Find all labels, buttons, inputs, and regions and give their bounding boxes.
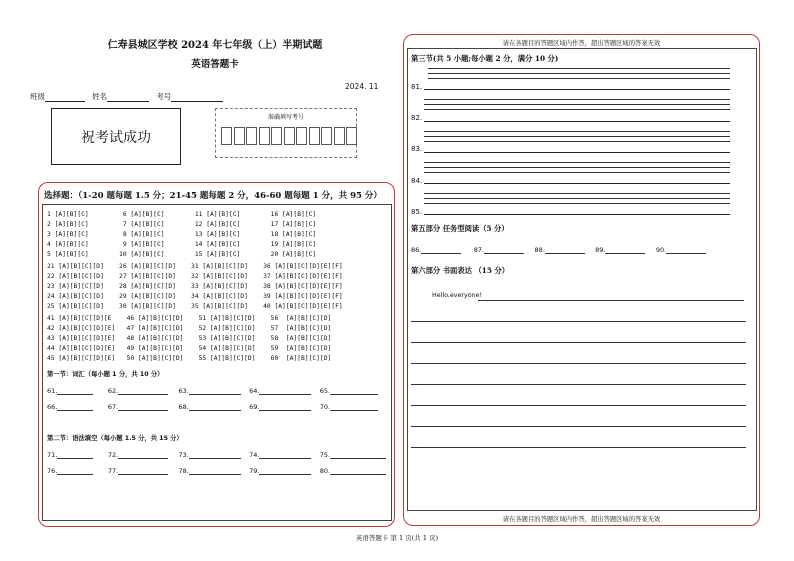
- answer-blank-86[interactable]: [421, 245, 461, 254]
- good-luck-box: [51, 108, 181, 165]
- essay-line-7[interactable]: [411, 426, 746, 427]
- mc-section-heading: 选择题：（1-20 题每题 1.5 分；21-45 题每题 2 分，46-60 题每题 1 分，共 95 分）: [44, 191, 382, 201]
- vocab-row-1: 61. 62. 63. 64. 65.: [47, 386, 378, 395]
- vocab-heading: 第一节：词汇（每小题 1 分，共 10 分）: [47, 371, 164, 378]
- exam-date: 2024. 11: [345, 82, 379, 91]
- exam-number-cells[interactable]: [221, 127, 359, 145]
- answer-line-82[interactable]: [424, 121, 730, 122]
- answer-blank-80[interactable]: [330, 466, 386, 475]
- answer-blank-63[interactable]: [189, 386, 241, 395]
- answer-blank-78[interactable]: [189, 466, 241, 475]
- answer-line-84[interactable]: [424, 183, 730, 184]
- grammar-heading: 第二节：语法填空（每小题 1.5 分，共 15 分）: [47, 435, 183, 442]
- answer-blank-65[interactable]: [330, 386, 378, 395]
- question-84-number: 84.: [411, 177, 423, 185]
- answer-blank-66[interactable]: [57, 402, 93, 411]
- answer-blank-74[interactable]: [259, 450, 311, 459]
- answer-blank-62[interactable]: [118, 386, 168, 395]
- grammar-row-2: 76. 77. 78. 79. 80.: [47, 466, 386, 475]
- answer-blank-90[interactable]: [666, 245, 706, 254]
- question-83-number: 83.: [411, 145, 423, 153]
- essay-line-4[interactable]: [411, 363, 746, 364]
- essay-line-6[interactable]: [411, 405, 746, 406]
- answer-blank-71[interactable]: [57, 450, 93, 459]
- section3-heading: 第三节(共 5 小题;每小题 2 分，满分 10 分): [411, 54, 559, 63]
- right-inner-box: [407, 48, 757, 511]
- answer-blank-88[interactable]: [545, 245, 585, 254]
- instruction-note-bottom: 请在各题目的答题区域内作答，超出答题区域的答案无效: [502, 516, 661, 523]
- exam-number-box-label: 准确填写考号: [267, 114, 304, 121]
- vocab-row-2: 66. 67. 68. 69. 70.: [47, 402, 378, 411]
- exam-number-box: [215, 108, 357, 158]
- section5-blanks-row: 86. 87. 88. 89. 90.: [411, 245, 706, 254]
- class-field[interactable]: [45, 92, 85, 102]
- answer-blank-89[interactable]: [605, 245, 645, 254]
- essay-line-2[interactable]: [411, 321, 746, 322]
- essay-line-5[interactable]: [411, 384, 746, 385]
- answer-sheet-subtitle: 英语答题卡: [191, 59, 239, 70]
- name-label: 姓名: [92, 92, 108, 101]
- mc-block-41-60[interactable]: 41 [A][B][C][D][E 46 [A][B][C][D] 51 [A][B][C][D] 56 [A][B][C][D] 42 [A][B][C][D][E] 47 [A][B][C][D] 52 [A][B][C][D] 57 [A][B][C][D] 43 [A][B][C][D][E] 48 [A][B][C][D] 53 [A][B][C][D] 58 [A][B][C][D] 44 [A][B][C][D][E] 49 [A][B][C][D] 54 [A][B][C][D] 59 [A][B][C][D] 45 [A][B][C][D][E] 50 [A][B][C][D] 55 [A][B][C][D] 60 [A][B][C][D]: [47, 315, 332, 362]
- exam-number-label: 考号: [156, 92, 172, 101]
- answer-blank-64[interactable]: [259, 386, 311, 395]
- good-luck-text: 祝考试成功: [81, 129, 151, 146]
- answer-line-81[interactable]: [424, 89, 730, 90]
- mc-block-1-20[interactable]: 1 [A][B][C] 6 [A][B][C] 11 [A][B][C] 16 [A][B][C] 2 [A][B][C] 7 [A][B][C] 12 [A][B][C] 17 [A][B][C] 3 [A][B][C] 8 [A][B][C] 13 [A][B][C] 18 [A][B][C] 4 [A][B][C] 9 [A][B][C] 14 [A][B][C] 19 [A][B][C] 5 [A][B][C] 10 [A][B][C] 15 [A][B][C] 20 [A][B][C]: [47, 211, 317, 258]
- page-footer: 英语答题卡 第 1 页(共 1 页): [355, 534, 439, 542]
- mc-block-21-40[interactable]: 21 [A][B][C][D] 26 [A][B][C][D] 31 [A][B][C][D] 36 [A][B][C][D][E][F] 22 [A][B][C][D] 27 [A][B][C][D] 32 [A][B][C][D] 37 [A][B][C][D][E][F] 23 [A][B][C][D] 28 [A][B][C][D] 33 [A][B][C][D] 38 [A][B][C][D][E][F] 24 [A][B][C][D] 29 [A][B][C][D] 34 [A][B][C][D] 39 [A][B][C][D][E][F] 25 [A][B][C][D] 30 [A][B][C][D] 35 [A][B][C][D] 40 [A][B][C][D][E][F]: [47, 263, 343, 310]
- essay-line-1[interactable]: [478, 300, 744, 301]
- instruction-note-top: 请在各题目的答题区域内作答，超出答题区域的答案无效: [502, 40, 661, 47]
- essay-greeting: Hello,everyone!: [432, 292, 482, 299]
- class-label: 班级: [30, 92, 45, 101]
- essay-line-3[interactable]: [411, 342, 746, 343]
- answer-blank-87[interactable]: [484, 245, 524, 254]
- section6-heading: 第六部分 书面表达 （15 分）: [411, 266, 510, 275]
- answer-blank-77[interactable]: [118, 466, 168, 475]
- section5-heading: 第五部分 任务型阅读（5 分）: [411, 224, 509, 233]
- answer-line-83[interactable]: [424, 152, 730, 153]
- answer-blank-72[interactable]: [118, 450, 168, 459]
- answer-blank-70[interactable]: [330, 402, 378, 411]
- question-85-number: 85.: [411, 208, 423, 216]
- grammar-row-1: 71. 72. 73. 74. 75.: [47, 450, 386, 459]
- answer-line-85[interactable]: [424, 214, 730, 215]
- answer-blank-79[interactable]: [259, 466, 311, 475]
- student-info-row: [30, 91, 223, 102]
- answer-blank-75[interactable]: [330, 450, 386, 459]
- name-field[interactable]: [107, 92, 149, 102]
- answer-blank-76[interactable]: [57, 466, 93, 475]
- question-82-number: 82.: [411, 114, 423, 122]
- exam-number-field[interactable]: [171, 92, 223, 102]
- essay-line-8[interactable]: [411, 447, 746, 448]
- exam-title: 仁寿县城区学校 2024 年七年级（上）半期试题: [107, 40, 323, 51]
- question-81-number: 81.: [411, 83, 423, 91]
- answer-blank-73[interactable]: [189, 450, 241, 459]
- answer-blank-69[interactable]: [259, 402, 311, 411]
- answer-blank-68[interactable]: [189, 402, 241, 411]
- answer-blank-61[interactable]: [57, 386, 93, 395]
- answer-blank-67[interactable]: [118, 402, 168, 411]
